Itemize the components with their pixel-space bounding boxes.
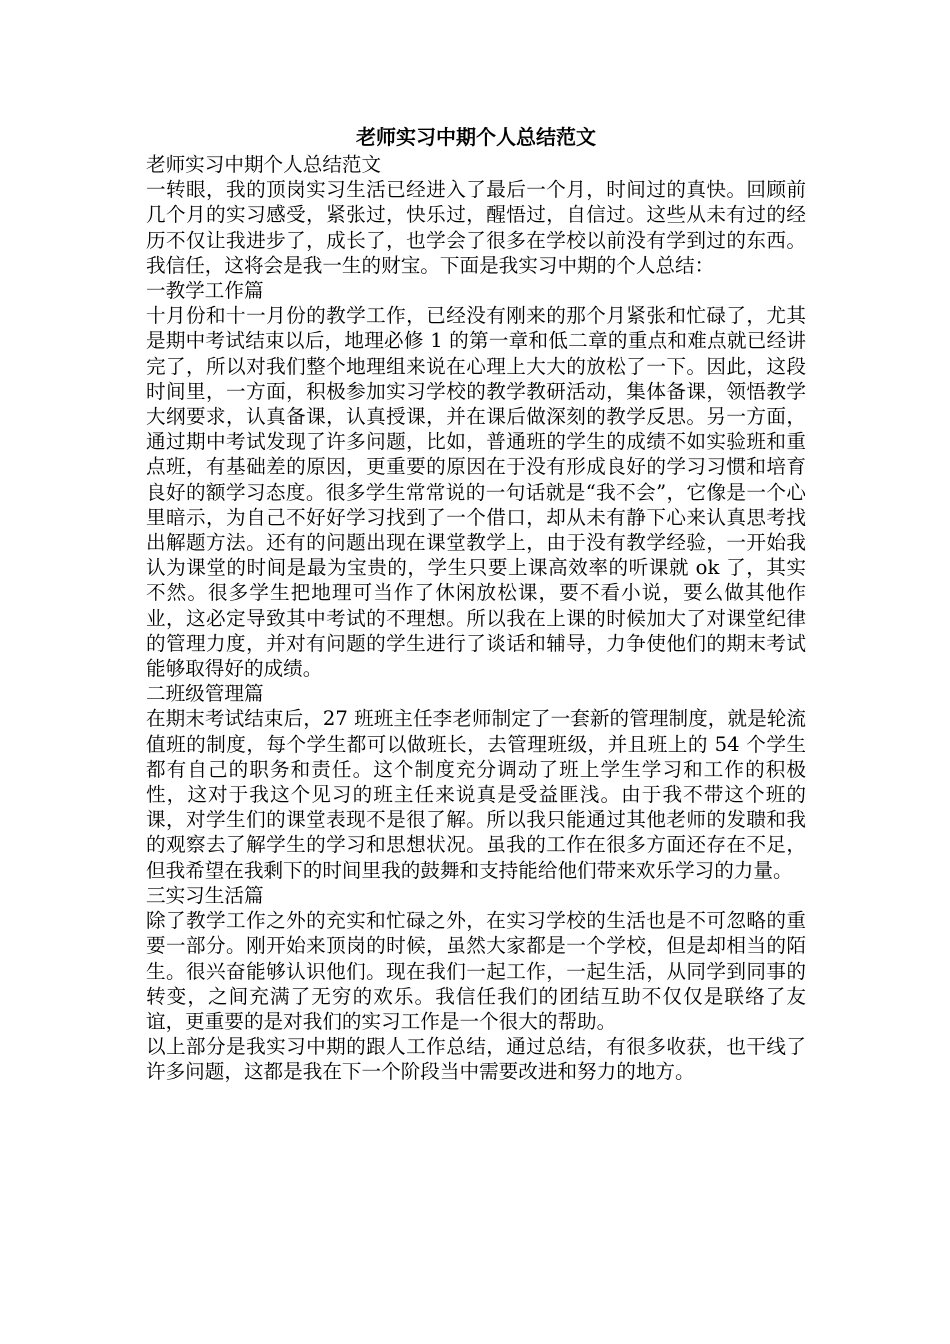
section-heading-internship-life: 三实习生活篇 bbox=[146, 883, 264, 907]
document-page bbox=[146, 122, 806, 1085]
class-management-paragraph: 在期末考试结束后，27 班班主任李老师制定了一套新的管理制度，就是轮流值班的制度，每个学生都可以做班长，去管理班级，并且班上的 54 个学生都有自己的职务和责任。这个制度充分调动了班上学生学习和工作的积极性，这对于我这个见习的班主任来说真是受益匪浅。由于我不带这个班的课，对学生们的课堂表现不是很了解。所以我只能通过其他老师的发聩和我的观察去了解学生的学习和思想状况。虽我的工作在很多方面还存在不足，但我希望在我剩下的时间里我的鼓舞和支持能给他们带来欢乐学习的力量。 bbox=[146, 707, 806, 882]
internship-life-paragraph: 除了教学工作之外的充实和忙碌之外，在实习学校的生活也是不可忽略的重要一部分。刚开始来顶岗的时候，虽然大家都是一个学校，但是却相当的陌生。很兴奋能够认识他们。现在我们一起工作，一起生活，从同学到同事的转变，之间充满了无穷的欢乐。我信任我们的团结互助不仅仅是联络了友谊，更重要的是对我们的实习工作是一个很大的帮助。 bbox=[146, 909, 806, 1033]
intro-paragraph: 一转眼，我的顶岗实习生活已经进入了最后一个月，时间过的真快。回顾前几个月的实习感受，紧张过，快乐过，醒悟过，自信过。这些从未有过的经历不仅让我进步了，成长了，也学会了很多在学校以前没有学到过的东西。我信任，这将会是我一生的财宝。下面是我实习中期的个人总结： bbox=[146, 178, 806, 277]
subtitle-line: 老师实习中期个人总结范文 bbox=[146, 153, 382, 176]
section-heading-teaching: 一教学工作篇 bbox=[146, 279, 264, 303]
section-heading-class-management: 二班级管理篇 bbox=[146, 682, 264, 706]
teaching-paragraph: 十月份和十一月份的教学工作，已经没有刚来的那个月紧张和忙碌了，尤其是期中考试结束以后，地理必修 1 的第一章和低二章的重点和难点就已经讲完了，所以对我们整个地理组来说在心理上大大的放松了一下。因此，这段时间里，一方面，积极参加实习学校的教学教研活动，集体备课，领悟教学大纲要求，认真备课，认真授课，并在课后做深刻的教学反思。另一方面，通过期中考试发现了许多问题，比如，普通班的学生的成绩不如实验班和重点班，有基础差的原因，更重要的原因在于没有形成良好的学习习惯和培育良好的额学习态度。很多学生常常说的一句话就是“我不会”，它像是一个心里暗示，为自己不好好学习找到了一个借口，却从未有静下心来认真思考找出解题方法。还有的问题出现在课堂教学上，由于没有教学经验，一开始我认为课堂的时间是最为宝贵的，学生只要上课高效率的听课就 ok 了，其实不然。很多学生把地理可当作了休闲放松课，要不看小说，要么做其他作业，这必定导致其中考试的不理想。所以我在上课的时候加大了对课堂纪律的管理力度，并对有问题的学生进行了谈话和辅导，力争使他们的期末考试能够取得好的成绩。 bbox=[146, 304, 806, 681]
document-title: 老师实习中期个人总结范文 bbox=[356, 125, 596, 149]
document-body bbox=[146, 152, 806, 1085]
conclusion-paragraph: 以上部分是我实习中期的跟人工作总结，通过总结，有很多收获，也干线了许多问题，这都是我在下一个阶段当中需要改进和努力的地方。 bbox=[146, 1035, 806, 1084]
